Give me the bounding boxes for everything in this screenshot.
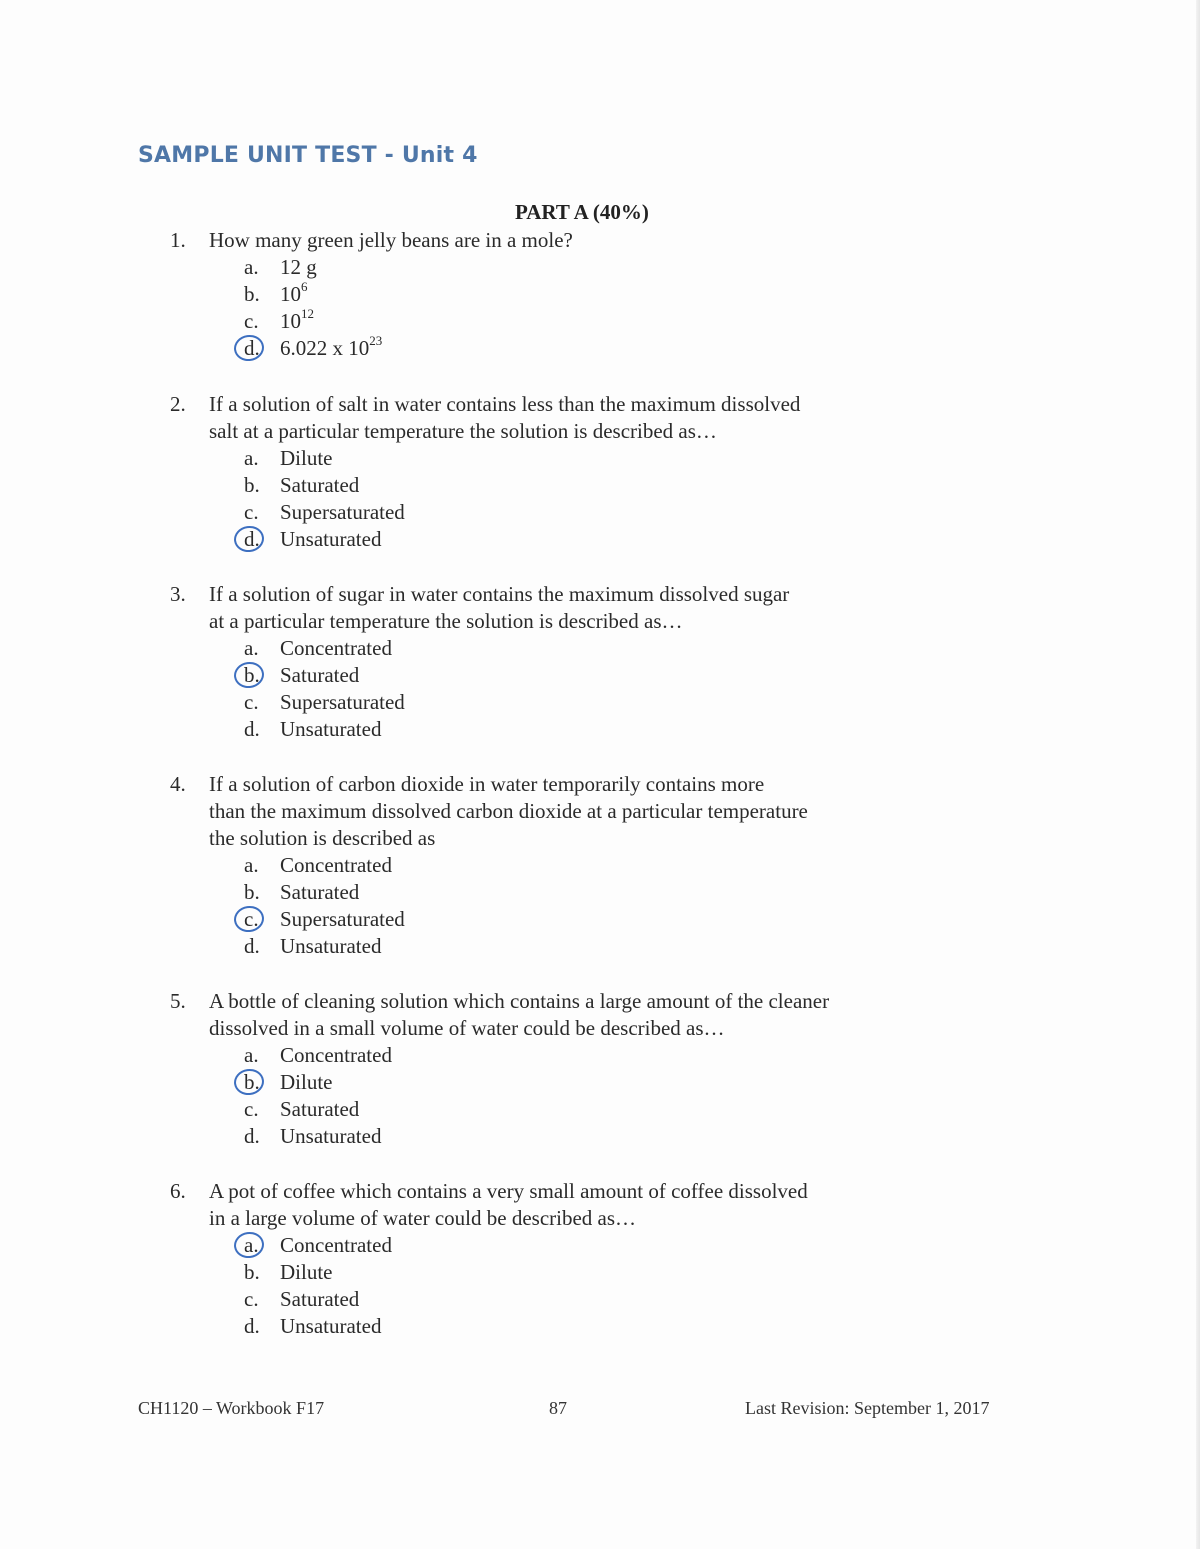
option-letter: c.: [244, 1097, 259, 1121]
option-letter: d.: [244, 1314, 260, 1338]
option-letter: a.: [244, 255, 259, 279]
option-text: Supersaturated: [280, 500, 405, 524]
option-letter: a.: [244, 853, 259, 877]
part-title: PART A (40%): [515, 200, 649, 224]
option-list: [244, 1232, 930, 1340]
question-2: [170, 391, 930, 553]
option-letter: d.: [244, 336, 260, 360]
option-c: [244, 689, 930, 716]
option-letter: d.: [244, 1124, 260, 1148]
option-text: Concentrated: [280, 853, 392, 877]
option-a: [244, 254, 930, 281]
option-b: [244, 281, 930, 308]
option-list: [244, 445, 930, 553]
option-c: [244, 1286, 930, 1313]
option-a: [244, 445, 930, 472]
question-text: If a solution of salt in water contains less than the maximum dissolved salt at a particular temperature the solution is described as…: [209, 392, 801, 443]
question-1: [170, 227, 930, 362]
option-a: [244, 1042, 930, 1069]
option-letter: b.: [244, 1260, 260, 1284]
option-letter: a.: [244, 636, 259, 660]
option-letter: d.: [244, 717, 260, 741]
page-heading: SAMPLE UNIT TEST - Unit 4: [138, 143, 478, 168]
question-number: 6.: [170, 1179, 186, 1203]
option-text: Unsaturated: [280, 1124, 382, 1148]
question-text: If a solution of carbon dioxide in water temporarily contains more than the maximum dissolved carbon dioxide at a particular temperature the solution is described as: [209, 772, 808, 850]
option-text: Unsaturated: [280, 717, 382, 741]
option-b: [244, 879, 930, 906]
option-c: [244, 906, 930, 933]
option-text: Unsaturated: [280, 527, 382, 551]
option-text: Saturated: [280, 1287, 360, 1311]
option-c: [244, 308, 930, 335]
option-b: [244, 662, 930, 689]
option-d: [244, 335, 930, 362]
superscript-exponent: 12: [301, 306, 314, 321]
question-6: [170, 1178, 930, 1340]
option-letter: c.: [244, 1287, 259, 1311]
option-letter: b.: [244, 282, 260, 306]
superscript-exponent: 6: [301, 279, 308, 294]
option-b: [244, 1259, 930, 1286]
question-number: 5.: [170, 989, 186, 1013]
option-text: Saturated: [280, 473, 360, 497]
option-letter: a.: [244, 1043, 259, 1067]
question-text: A pot of coffee which contains a very small amount of coffee dissolved in a large volume of water could be described as…: [209, 1179, 808, 1230]
option-d: [244, 716, 930, 743]
option-a: [244, 635, 930, 662]
option-letter: c.: [244, 500, 259, 524]
question-number: 2.: [170, 392, 186, 416]
question-number: 1.: [170, 228, 186, 252]
option-text: $10^{12}$: [280, 306, 314, 333]
option-letter: b.: [244, 473, 260, 497]
option-text: Concentrated: [280, 636, 392, 660]
option-letter: c.: [244, 907, 259, 931]
question-number: 3.: [170, 582, 186, 606]
question-3: [170, 581, 930, 743]
option-letter: a.: [244, 1233, 259, 1257]
superscript-exponent: 23: [369, 333, 383, 348]
option-c: [244, 1096, 930, 1123]
question-text: A bottle of cleaning solution which contains a large amount of the cleaner dissolved in a small volume of water could be described as…: [209, 989, 830, 1040]
option-list: [244, 635, 930, 743]
option-b: [244, 472, 930, 499]
question-4: [170, 771, 930, 960]
option-d: [244, 1123, 930, 1150]
option-text: Concentrated: [280, 1043, 392, 1067]
option-d: [244, 1313, 930, 1340]
footer-page-number: 87: [549, 1398, 567, 1418]
option-text: Saturated: [280, 663, 360, 687]
option-text: Dilute: [280, 1070, 333, 1094]
option-list: [244, 1042, 930, 1150]
option-text: $10^6$: [280, 279, 308, 306]
option-letter: c.: [244, 690, 259, 714]
option-text: 12 g: [280, 255, 317, 279]
question-5: [170, 988, 930, 1150]
option-d: [244, 933, 930, 960]
option-letter: d.: [244, 934, 260, 958]
question-text: How many green jelly beans are in a mole?: [209, 228, 573, 252]
option-a: [244, 1232, 930, 1259]
option-b: [244, 1069, 930, 1096]
question-text: If a solution of sugar in water contains the maximum dissolved sugar at a particular temperature the solution is described as…: [209, 582, 790, 633]
option-list: [244, 254, 930, 362]
question-number: 4.: [170, 772, 186, 796]
option-text: Unsaturated: [280, 1314, 382, 1338]
footer-revision-date: Last Revision: September 1, 2017: [745, 1398, 990, 1418]
option-a: [244, 852, 930, 879]
option-letter: a.: [244, 446, 259, 470]
option-text: Dilute: [280, 446, 333, 470]
option-text: Concentrated: [280, 1233, 392, 1257]
option-letter: c.: [244, 309, 259, 333]
option-letter: b.: [244, 1070, 260, 1094]
option-text: Saturated: [280, 880, 360, 904]
option-text: Unsaturated: [280, 934, 382, 958]
option-text: Saturated: [280, 1097, 360, 1121]
option-list: [244, 852, 930, 960]
option-text: Dilute: [280, 1260, 333, 1284]
option-letter: d.: [244, 527, 260, 551]
footer-course-label: CH1120 – Workbook F17: [138, 1398, 325, 1418]
option-c: [244, 499, 930, 526]
option-text: Supersaturated: [280, 907, 405, 931]
option-letter: b.: [244, 880, 260, 904]
option-letter: b.: [244, 663, 260, 687]
option-text: 6.022 x $10^{23}$: [280, 333, 383, 360]
scan-edge-shadow: [1196, 0, 1200, 1549]
option-text: Supersaturated: [280, 690, 405, 714]
option-d: [244, 526, 930, 553]
